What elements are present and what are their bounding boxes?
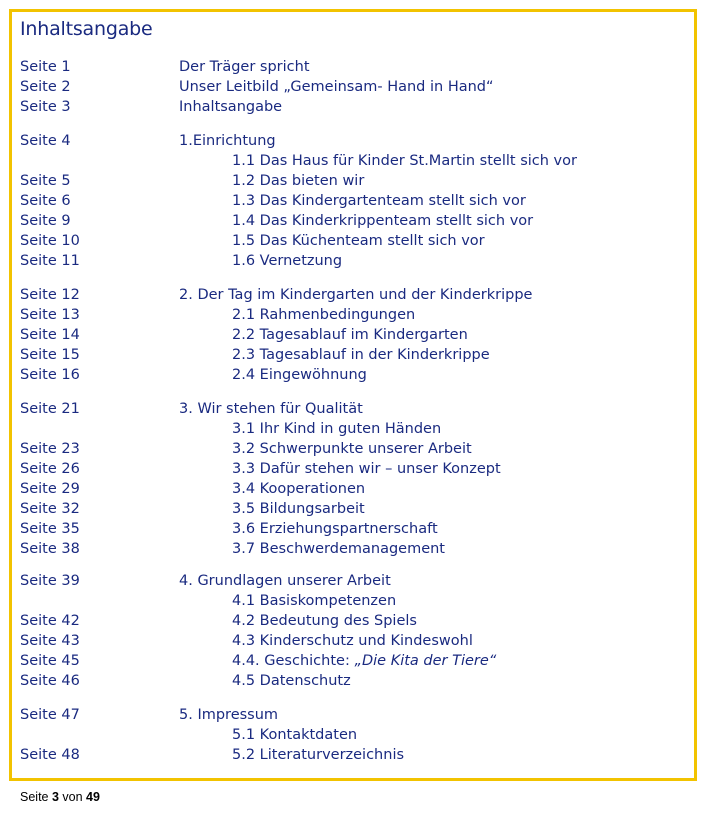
toc-entry [232,459,501,479]
toc-row [0,191,700,211]
toc-entry-text: 3.6 Erziehungspartnerschaft [232,521,438,537]
toc-page-number: Seite 45 [20,653,80,669]
toc-entry [179,571,391,591]
toc-row [0,97,700,117]
toc-row [0,211,700,231]
toc-page-number: Seite 15 [20,347,80,363]
toc-row [0,671,700,691]
toc-entry-text: 1.2 Das bieten wir [232,173,365,189]
toc-row [0,251,700,271]
toc-entry [232,611,417,631]
toc-row [0,539,700,559]
toc-entry-text: 4.5 Datenschutz [232,673,351,689]
toc-row [0,131,700,151]
toc-page-number: Seite 23 [20,441,80,457]
toc-row [0,345,700,365]
toc-entry-text: 4.2 Bedeutung des Spiels [232,613,417,629]
toc-entry-text: 5.2 Literaturverzeichnis [232,747,405,763]
toc-page-number: Seite 29 [20,481,80,497]
toc-row [0,325,700,345]
toc-page-number: Seite 13 [20,307,80,323]
toc-row [0,171,700,191]
toc-page-number: Seite 1 [20,59,71,75]
toc-row [0,285,700,305]
footer-current-page: 3 [51,790,59,804]
toc-row [0,611,700,631]
toc-entry [179,131,276,151]
toc-entry [232,439,472,459]
toc-entry [232,671,351,691]
page-title: Inhaltsangabe [20,18,153,40]
toc-row [0,305,700,325]
toc-row [0,231,700,251]
footer-middle: von [58,790,87,804]
toc-entry-italic: „Die Kita der Tiere“ [354,653,497,669]
toc-entry-text: 2. Der Tag im Kindergarten und der Kinderkrippe [179,287,533,303]
toc-entry-text: 1.Einrichtung [179,133,276,149]
toc-page-number: Seite 48 [20,747,80,763]
toc-row [0,77,700,97]
toc-row [0,439,700,459]
toc-row [0,57,700,77]
toc-entry-text: 3.4 Kooperationen [232,481,366,497]
toc-entry [232,251,342,271]
toc-entry-text: 5.1 Kontaktdaten [232,727,358,743]
toc-entry-text: 1.4 Das Kinderkrippenteam stellt sich vor [232,213,534,229]
toc-entry-text: Inhaltsangabe [179,99,283,115]
toc-page-number: Seite 42 [20,613,80,629]
toc-row [0,365,700,385]
toc-entry-text: 3. Wir stehen für Qualität [179,401,363,417]
toc-entry-text: 3.7 Beschwerdemanagement [232,541,445,557]
footer-total-pages: 49 [86,790,100,804]
toc-entry-text: 3.2 Schwerpunkte unserer Arbeit [232,441,472,457]
toc-entry-text: Unser Leitbild „Gemeinsam- Hand in Hand“ [179,79,494,95]
toc-page-number: Seite 35 [20,521,80,537]
toc-entry-text: 2.4 Eingewöhnung [232,367,367,383]
toc-page-number: Seite 26 [20,461,80,477]
toc-row [0,479,700,499]
toc-row [0,519,700,539]
toc-entry [179,705,278,725]
toc-entry-text: 4.1 Basiskompetenzen [232,593,397,609]
toc-entry-text: 3.1 Ihr Kind in guten Händen [232,421,442,437]
toc-row [0,705,700,725]
toc-entry-text: 3.3 Dafür stehen wir – unser Konzept [232,461,501,477]
toc-entry [232,305,415,325]
toc-entry [232,479,365,499]
toc-entry [179,399,363,419]
toc-row [0,745,700,765]
toc-row [0,591,700,611]
toc-page-number: Seite 11 [20,253,80,269]
toc-entry [232,745,404,765]
toc-page-number: Seite 12 [20,287,80,303]
toc-page-number: Seite 6 [20,193,71,209]
toc-entry [232,631,473,651]
page-footer [20,790,100,804]
toc-entry-text: 4.3 Kinderschutz und Kindeswohl [232,633,473,649]
toc-entry-text: 1.3 Das Kindergartenteam stellt sich vor [232,193,526,209]
toc-entry [232,325,468,345]
toc-row [0,499,700,519]
toc-row [0,571,700,591]
toc-entry [232,345,490,365]
toc-page-number: Seite 16 [20,367,80,383]
toc-page-number: Seite 46 [20,673,80,689]
toc-entry-text: 2.3 Tagesablauf in der Kinderkrippe [232,347,490,363]
toc-entry [232,539,445,559]
toc-entry-text: Der Träger spricht [179,59,310,75]
toc-entry [232,419,441,439]
toc-entry [232,519,438,539]
toc-page-number: Seite 43 [20,633,80,649]
toc-entry [232,171,364,191]
toc-entry [232,191,526,211]
toc-row [0,631,700,651]
toc-entry [179,77,494,97]
toc-row [0,419,700,439]
toc-page-number: Seite 14 [20,327,80,343]
toc-entry-text: 2.1 Rahmenbedingungen [232,307,416,323]
toc-entry-text: 4. Grundlagen unserer Arbeit [179,573,391,589]
toc-entry [179,57,310,77]
toc-entry-text: 2.2 Tagesablauf im Kindergarten [232,327,468,343]
toc-entry [232,499,365,519]
toc-entry [232,651,496,671]
toc-row [0,151,700,171]
toc-entry-text: 3.5 Bildungsarbeit [232,501,365,517]
toc-page-number: Seite 10 [20,233,80,249]
toc-entry [232,151,577,171]
toc-entry-text: 1.6 Vernetzung [232,253,343,269]
footer-prefix: Seite [20,790,52,804]
toc-row [0,459,700,479]
toc-entry [232,725,357,745]
toc-row [0,399,700,419]
toc-entry [232,231,485,251]
toc-entry-text: 1.5 Das Küchenteam stellt sich vor [232,233,485,249]
toc-page-number: Seite 9 [20,213,71,229]
toc-page-number: Seite 3 [20,99,71,115]
toc-entry [179,97,282,117]
toc-page-number: Seite 39 [20,573,80,589]
toc-entry-text: 1.1 Das Haus für Kinder St.Martin stellt sich vor [232,153,577,169]
toc-page-number: Seite 38 [20,541,80,557]
toc-row [0,725,700,745]
toc-entry-text: 5. Impressum [179,707,279,723]
toc-page-number: Seite 21 [20,401,80,417]
toc-entry [232,211,533,231]
toc-entry [232,365,367,385]
toc-page-number: Seite 47 [20,707,80,723]
toc-entry [232,591,396,611]
toc-entry [179,285,532,305]
toc-row [0,651,700,671]
toc-page-number: Seite 5 [20,173,71,189]
toc-page-number: Seite 32 [20,501,80,517]
toc-page-number: Seite 2 [20,79,71,95]
toc-page-number: Seite 4 [20,133,71,149]
toc-entry-text: 4.4. Geschichte: [232,653,355,669]
